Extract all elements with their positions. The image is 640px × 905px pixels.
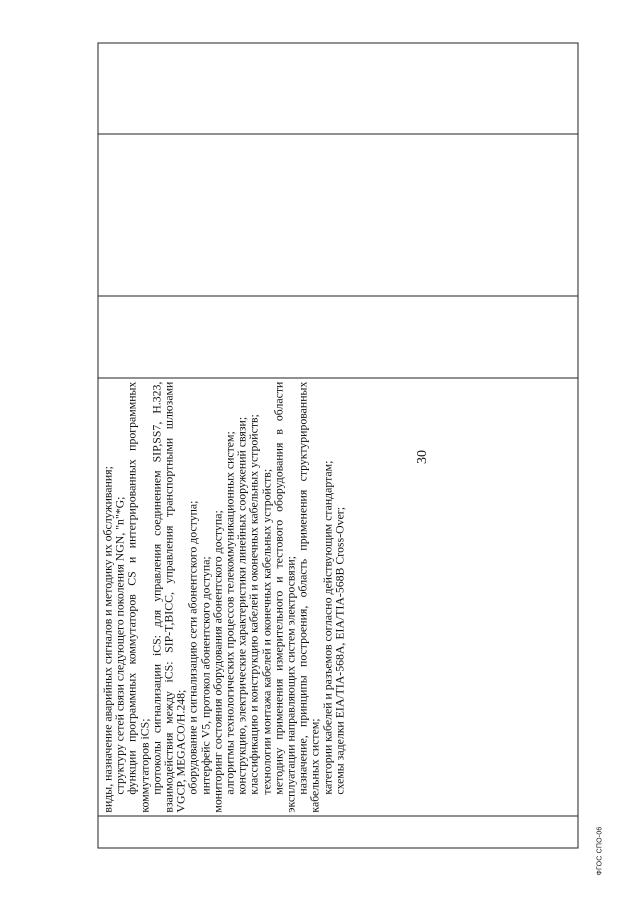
- table-cell-empty: [98, 134, 577, 297]
- content-list: [101, 381, 345, 812]
- list-item: категории кабелей и разъемов согласно действующим стандартам;: [319, 460, 334, 795]
- table-row: [98, 43, 577, 847]
- page-number: 30: [415, 450, 430, 464]
- list-item: оборудование и сигнализацию сети абонентского доступа;: [185, 500, 200, 795]
- list-item: технологии монтажа кабелей и оконечных кабельных устройств;: [258, 468, 273, 795]
- competency-table: [97, 42, 578, 848]
- list-item: интерфейс V5, протокол абонентского доступа;: [197, 555, 212, 795]
- list-item: алгоритмы технологических процессов телекоммуникационных систем;: [222, 430, 237, 795]
- table-cell-empty: [98, 43, 577, 134]
- list-item: назначение, принципы построения, область применения структурированных кабельных систем;: [295, 381, 322, 813]
- list-item: функции программных коммутаторов CS и интегрированных программных коммутаторов iCS;: [124, 381, 151, 813]
- table-cell-empty: [98, 296, 577, 378]
- list-item: виды, назначение аварийных сигналов и методику их обслуживания;: [100, 465, 114, 813]
- list-item: классификацию и конструкцию кабелей и оконечных кабельных устройств;: [246, 413, 261, 795]
- footer-code: ФГОС СПО-06: [596, 826, 604, 876]
- list-item: мониторинг состояния оборудования абонентского доступа;: [209, 509, 224, 813]
- list-item: схемы заделки EIA/TIA-568A, EIA/TIA-568B Cross-Over;: [331, 506, 346, 795]
- list-item: протоколы сигнализации iCS: для управления соединением SIP,SS7, H.323, взаимодействия между iCS: SIP-T,BICC, управления транспортными шлюзами VGCP, MEGACO/H.248;: [148, 381, 188, 813]
- table-cell-index: [98, 816, 577, 847]
- list-item: структуру сетей связи следующего поколения NGN, "n"*G;: [112, 496, 127, 795]
- table-cell-content: [98, 378, 577, 816]
- list-item: методику применения измерительного и тестового оборудования в области эксплуатации направляющих систем электросвязи;: [270, 381, 298, 813]
- list-item: конструкцию, электрические характеристики линейных сооружений связи;: [234, 416, 249, 795]
